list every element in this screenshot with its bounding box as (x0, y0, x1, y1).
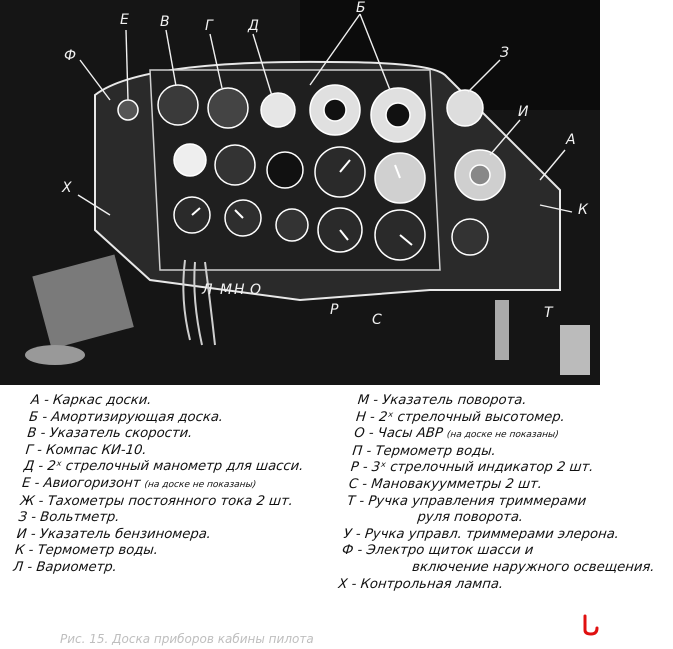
legend-left-column (12, 393, 351, 577)
legend-item-kh: Х - Контрольная лампа. (337, 576, 504, 592)
legend-item-f: Ф - Электро щиток шасси и (341, 543, 535, 559)
callout-m: М (220, 282, 233, 298)
callout-v: В (160, 14, 170, 30)
callout-kh: Х (62, 180, 72, 196)
legend-item-o-text: О - Часы АВР (353, 426, 444, 442)
legend-item-e (21, 476, 343, 494)
callout-o: О (250, 282, 262, 298)
legend-item-b: Б - Амортизирующая доска. (28, 409, 224, 425)
legend-item-u: У - Ручка управл. триммерами элерона. (342, 526, 620, 542)
legend-item-f-cont: включение наружного освещения. (411, 559, 656, 575)
legend-item-e-note: (на доске не показаны) (143, 479, 257, 490)
callout-f: Ф (64, 48, 77, 64)
legend-item-n: Н - 2ˣ стрелочный высотомер. (355, 409, 566, 425)
legend-item-a: А - Каркас доски. (30, 393, 153, 408)
callout-e: Е (120, 12, 129, 28)
figure-caption: Рис. 15. Доска приборов кабины пилота (60, 632, 314, 646)
legend-item-o-note: (на доске не показаны) (446, 430, 560, 441)
callout-r: Р (330, 302, 339, 318)
legend-item-t: Т - Ручка управления триммерами (346, 493, 588, 509)
callout-a: А (566, 132, 576, 148)
callout-n: Н (234, 282, 245, 298)
legend-item-s: С - Мановакуумметры 2 шт. (348, 476, 543, 492)
legend-item-g: Г - Компас КИ-10. (24, 442, 148, 458)
legend-item-zh: Ж - Тахометры постоянного тока 2 шт. (19, 493, 294, 509)
red-annotation-mark (582, 614, 600, 638)
legend-item-p: П - Термометр воды. (351, 443, 497, 459)
legend-item-i: И - Указатель бензиномера. (16, 526, 212, 542)
callout-t: Т (544, 305, 553, 321)
legend-item-v: В - Указатель скорости. (26, 426, 194, 442)
legend-item-k: К - Термометр воды. (14, 543, 159, 559)
legend-item-r: Р - 3ˣ стрелочный индикатор 2 шт. (349, 460, 595, 476)
legend-right-column (337, 393, 656, 593)
callout-g: Г (205, 18, 213, 34)
callout-k: К (578, 202, 588, 218)
legend-item-t-cont: руля поворота. (416, 510, 524, 526)
legend-item-o (353, 426, 607, 444)
legend-item-l: Л - Вариометр. (12, 559, 118, 575)
legend-item-d: Д - 2ˣ стрелочный манометр для шасси. (23, 459, 305, 475)
callout-z: З (500, 45, 509, 61)
callout-l: Л (202, 282, 213, 298)
legend-item-m: М - Указатель поворота. (356, 393, 528, 408)
callout-b: Б (356, 0, 366, 16)
callout-d: Д (248, 18, 259, 34)
legend-item-z: З - Вольтметр. (17, 510, 121, 526)
legend-item-e-text: Е - Авиогоризонт (21, 475, 142, 491)
callout-s: С (372, 312, 382, 328)
callout-i: И (518, 104, 529, 120)
